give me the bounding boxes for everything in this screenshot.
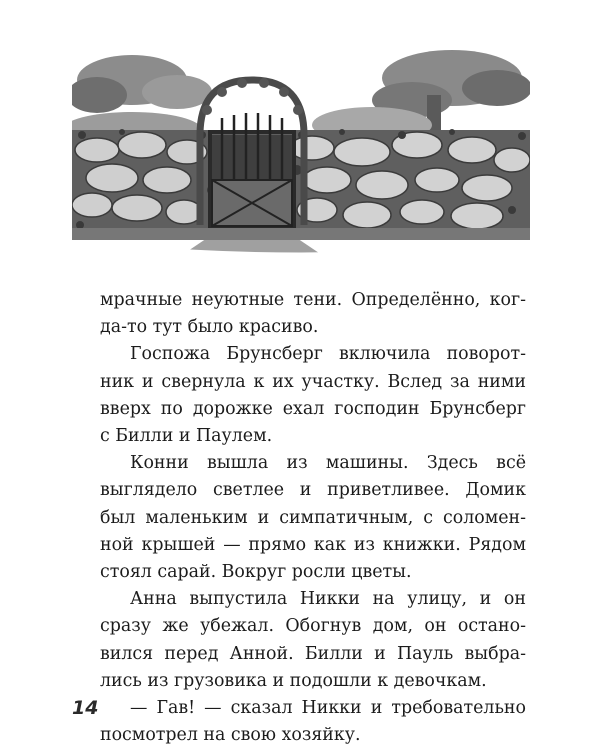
text-line: — Гав! — сказал Никки и требовательно xyxy=(130,698,526,719)
text-line: посмотрел на свою хозяйку. xyxy=(100,725,361,746)
text-line: стоял сарай. Вокруг росли цветы. xyxy=(100,562,412,583)
page-number: 14 xyxy=(72,697,99,719)
text-line: да-то тут было красиво. xyxy=(100,317,319,338)
text-line: с Билли и Паулем. xyxy=(100,426,273,447)
paragraph-1 xyxy=(100,287,526,341)
text-line: Анна выпустила Никки на улицу, и он xyxy=(130,589,526,610)
paragraph-3 xyxy=(100,450,526,586)
illustration-stone-wall-gate xyxy=(72,40,530,255)
text-line: лись из грузовика и подошли к девочкам. xyxy=(100,670,487,691)
text-line: сразу же убежал. Обогнув дом, он остано- xyxy=(100,616,526,637)
paragraph-4 xyxy=(100,586,526,695)
text-line: ной крышей — прямо как из книжки. Рядом xyxy=(100,534,526,555)
text-line: Госпожа Брунсберг включила поворот- xyxy=(130,344,526,365)
body-text xyxy=(100,287,526,749)
text-line: мрачные неуютные тени. Определённо, ког- xyxy=(100,290,526,310)
text-line: был маленьким и симпатичным, с соломен- xyxy=(100,507,526,528)
text-line: Конни вышла из машины. Здесь всё xyxy=(130,453,526,474)
paragraph-2 xyxy=(100,341,526,450)
text-line: вился перед Анной. Билли и Пауль выбра- xyxy=(100,643,526,664)
paragraph-5 xyxy=(100,695,526,749)
text-line: выглядело светлее и приветливее. Домик xyxy=(100,480,526,501)
text-line: ник и свернула к их участку. Вслед за ними xyxy=(100,371,526,392)
text-line: вверх по дорожке ехал господин Брунсберг xyxy=(100,398,526,419)
